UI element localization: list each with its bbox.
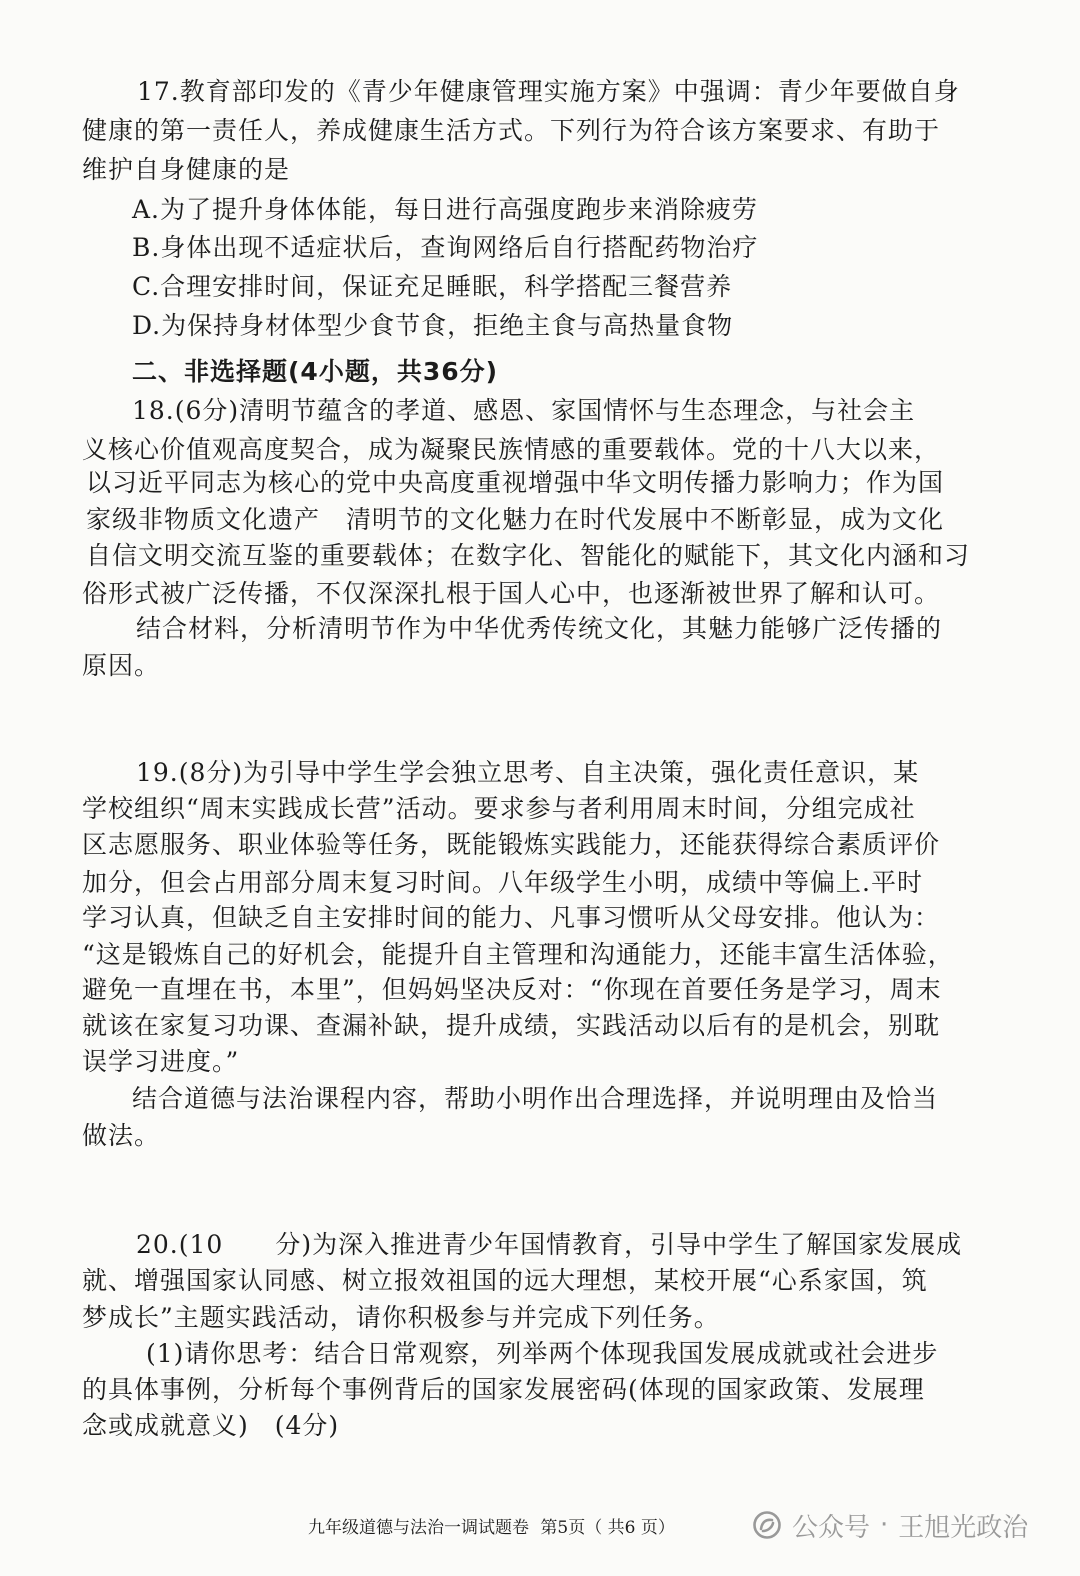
q17-option-a: A.为了提升身体体能，每日进行高强度跑步来消除疲劳 (132, 195, 759, 224)
q19-line-10: 结合道德与法治课程内容，帮助小明作出合理选择，并说明理由及恰当 (132, 1084, 939, 1113)
q18-line-6: 俗形式被广泛传播，不仅深深扎根于国人心中，也逐渐被世界了解和认可。 (82, 579, 941, 608)
section-heading: 二、非选择题(4小题，共36分) (132, 357, 499, 386)
q18-line-7: 结合材料，分析清明节作为中华优秀传统文化，其魅力能够广泛传播的 (136, 614, 943, 643)
q19-line-9: 误学习进度。” (82, 1047, 240, 1076)
q17-option-b: B.身体出现不适症状后，查询网络后自行搭配药物治疗 (132, 233, 759, 262)
q17-line-1: 17.教育部印发的《青少年健康管理实施方案》中强调：青少年要做自身 (137, 77, 960, 106)
q19-line-3: 区志愿服务、职业体验等任务，既能锻炼实践能力，还能获得综合素质评价 (82, 830, 941, 859)
q18-line-5: 自信文明交流互鉴的重要载体；在数字化、智能化的赋能下，其文化内涵和习 (86, 541, 971, 570)
q19-line-8: 就该在家复习功课、查漏补缺，提升成绩，实践活动以后有的是机会，别耽 (82, 1011, 941, 1040)
q20-line-1: 20.(10 分)为深入推进青少年国情教育，引导中学生了解国家发展成 (136, 1230, 963, 1259)
q19-line-11: 做法。 (82, 1121, 161, 1150)
q18-line-1: 18.(6分)清明节蕴含的孝道、感恩、家国情怀与生态理念，与社会主 (132, 396, 916, 425)
q18-line-3: 以习近平同志为核心的党中央高度重视增强中华文明传播力影响力；作为国 (86, 468, 945, 497)
q18-line-8: 原因。 (82, 651, 161, 680)
q19-line-2: 学校组织“周末实践成长营”活动。要求参与者利用周末时间，分组完成社 (82, 794, 916, 823)
q17-option-d: D.为保持身材体型少食节食，拒绝主食与高热量食物 (132, 311, 734, 340)
q20-line-5: 的具体事例，分析每个事例背后的国家发展密码(体现的国家政策、发展理 (82, 1375, 925, 1404)
q19-line-1: 19.(8分)为引导中学生学会独立思考、自主决策，强化责任意识，某 (136, 758, 920, 787)
q20-line-3: 梦成长”主题实践活动，请你积极参与并完成下列任务。 (82, 1303, 720, 1332)
q17-option-c: C.合理安排时间，保证充足睡眠，科学搭配三餐营养 (132, 272, 733, 301)
q20-line-6: 念或成就意义) (4分) (82, 1411, 340, 1440)
watermark-account-label: 公众号 (792, 1512, 871, 1543)
q20-line-4: (1)请你思考：结合日常观察，列举两个体现我国发展成就或社会进步 (146, 1339, 939, 1368)
footer-page-number: 第5页（ 共6 页） (540, 1518, 675, 1538)
q19-line-7: 避免一直埋在书，本里”，但妈妈坚决反对：“你现在首要任务是学习，周末 (82, 975, 942, 1004)
q19-line-5: 学习认真，但缺乏自主安排时间的能力、凡事习惯听从父母安排。他认为： (82, 903, 941, 932)
q17-line-2: 健康的第一责任人，养成健康生活方式。下列行为符合该方案要求、有助于 (82, 116, 941, 145)
watermark-separator: · (880, 1510, 889, 1540)
q18-line-4: 家级非物质文化遗产 清明节的文化魅力在时代发展中不断彰显，成为文化 (86, 505, 945, 534)
watermark-author: 王旭光政治 (898, 1512, 1029, 1543)
q19-line-4: 加分，但会占用部分周末复习时间。八年级学生小明，成绩中等偏上.平时 (82, 868, 923, 897)
q19-line-6: “这是锻炼自己的好机会，能提升自主管理和沟通能力，还能丰富生活体验， (82, 940, 954, 969)
footer-title: 九年级道德与法治一调试题卷 (308, 1518, 529, 1538)
q17-line-3: 维护自身健康的是 (82, 155, 291, 184)
wechat-official-account-icon (752, 1510, 782, 1540)
watermark (752, 1505, 1028, 1545)
q20-line-2: 就、增强国家认同感、树立报效祖国的远大理想，某校开展“心系家国，筑 (82, 1266, 928, 1295)
page-footer (308, 1515, 681, 1541)
q18-line-2: 义核心价值观高度契合，成为凝聚民族情感的重要载体。党的十八大以来， (82, 435, 941, 464)
